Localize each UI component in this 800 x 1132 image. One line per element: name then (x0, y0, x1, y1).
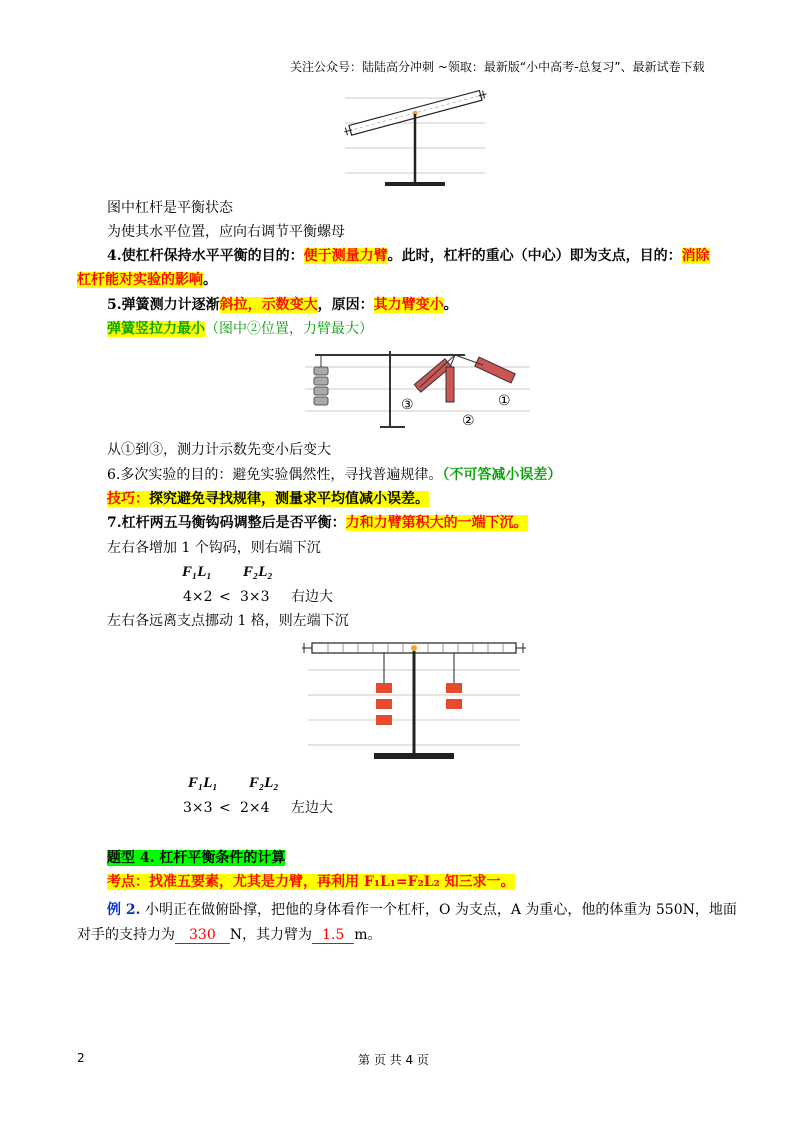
text-line-12: 左右各远离支点挪动 1 格，则左端下沉 (107, 613, 349, 629)
text-line-3 (107, 246, 710, 266)
figure-balanced-lever (298, 635, 530, 765)
text-line-9 (107, 489, 429, 509)
text-line-14 (107, 872, 515, 892)
example-label: 例 2. (107, 902, 141, 918)
text-line-2: 为使其水平位置，应向右调节平衡螺母 (107, 224, 345, 240)
formula-left: F₁L₁ (182, 564, 212, 580)
text-segment: 4.使杠杆保持水平平衡的目的： (107, 248, 304, 264)
formula-result: 右边大 (291, 589, 333, 605)
text-line-5 (107, 295, 458, 315)
figure-tilted-lever (340, 78, 490, 190)
text-line-16 (77, 925, 382, 945)
formula-right-2: F₂L₂ (249, 775, 279, 791)
text-line-10 (107, 513, 528, 533)
page-footer: 第 页 共 4 页 (358, 1053, 429, 1067)
position-1-label: ① (498, 393, 511, 409)
formula-expr-4: 2×4 (240, 800, 270, 816)
text-segment: 。此时，杠杆的重心（中心）即为支点，目的： (387, 248, 682, 264)
highlight-answer: 力和力臂第积大的一端下沉。 (345, 515, 528, 531)
text-segment: （不可答减小误差） (442, 467, 562, 483)
position-2-label: ② (462, 413, 475, 429)
highlight-answer: 探究避免寻找规律，测量求平均值减小误差。 (149, 491, 429, 507)
text-segment: 5.弹簧测力计逐渐 (107, 297, 220, 313)
section-heading (107, 848, 285, 868)
highlight-answer: 斜拉，示数变大 (219, 297, 318, 313)
text-segment: 小明正在做俯卧撑，把他的身体看作一个杠杆，O 为支点，A 为重心，他的体重为 550N，地面 (140, 902, 737, 918)
text-line-6 (107, 319, 373, 339)
text-line-11: 左右各增加 1 个钩码，则右端下沉 (107, 540, 321, 556)
text-line-7: 从①到③，测力计示数先变小后变大 (107, 442, 331, 458)
formula-right: F₂L₂ (243, 564, 273, 580)
page-number: 2 (77, 1051, 85, 1065)
text-segment: （图中②位置，力臂最大） (205, 321, 373, 337)
text-segment: 7.杠杆两五马衡钩码调整后是否平衡： (107, 515, 346, 531)
formula-expr-1: 4×2 (183, 589, 213, 605)
formula-left-2: F₁L₁ (188, 775, 218, 791)
highlight-answer: 杠杆能对实验的影响 (77, 272, 203, 288)
position-3-label: ③ (401, 397, 414, 413)
highlight-answer: 找准五要素，尤其是力臂，再利用 F₁L₁=F₂L₂ 知三求一。 (149, 874, 515, 890)
text-line-8 (107, 465, 561, 485)
highlight-label: 技巧： (107, 491, 149, 507)
highlight-answer: 其力臂变小 (373, 297, 444, 313)
text-line-4 (77, 270, 217, 290)
page-header: 关注公众号：陆陆高分冲刺 ~领取：最新版“小中高考-总复习”、最新试卷下载 (290, 60, 705, 74)
text-line-15 (107, 900, 737, 920)
answer-blank: 1.5 (312, 927, 354, 944)
highlight-answer: 弹簧竖拉力最小 (107, 321, 205, 337)
text-segment: N，其力臂为 (229, 927, 312, 943)
text-segment: 。 (203, 272, 217, 288)
highlight-answer: 便于测量力臂 (303, 248, 388, 264)
text-segment: 对手的支持力为 (77, 927, 175, 943)
formula-op: < (219, 589, 231, 605)
text-segment: 。 (443, 297, 458, 313)
formula-expr-2: 3×3 (240, 589, 270, 605)
highlight-answer: 消除 (681, 248, 710, 264)
text-segment: ，原因： (317, 297, 374, 313)
text-line-1: 图中杠杆是平衡状态 (107, 200, 233, 216)
figure-spring-balance (305, 345, 530, 433)
text-segment: m。 (354, 927, 382, 943)
answer-blank: 330 (175, 927, 230, 944)
highlight-label: 考点： (107, 874, 149, 890)
section-title: 题型 4. 杠杆平衡条件的计算 (107, 850, 286, 866)
formula-op-2: < (219, 800, 231, 816)
formula-expr-3: 3×3 (183, 800, 213, 816)
text-segment: 6.多次实验的目的：避免实验偶然性，寻找普遍规律。 (107, 467, 443, 483)
formula-result-2: 左边大 (291, 800, 333, 816)
